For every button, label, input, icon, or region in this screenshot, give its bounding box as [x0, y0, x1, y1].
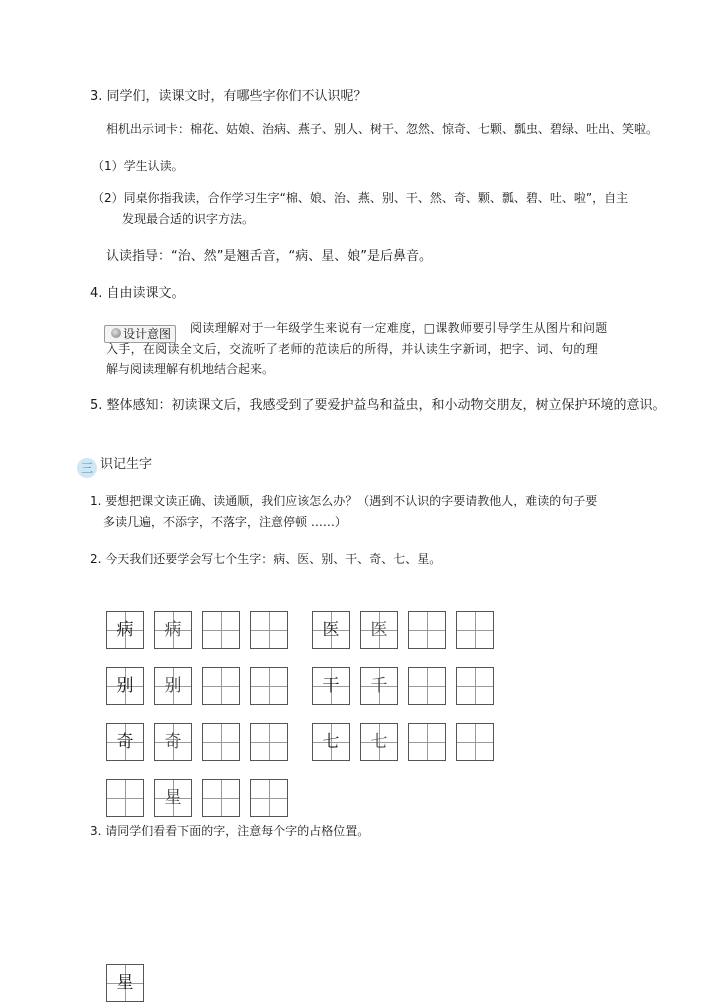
grid-character [457, 612, 493, 648]
grid-character: 星 [164, 788, 182, 808]
grid-character: 病 [116, 620, 134, 640]
bottom-character-grid [106, 964, 144, 1002]
grid-character: 医 [322, 620, 340, 640]
grid-character [251, 668, 287, 704]
grid-character: 病 [164, 620, 182, 640]
grid-character: 医 [370, 620, 388, 640]
grid-character: 奇 [164, 732, 182, 752]
section3-q2: 2. 今天我们还要学会写七个生字：病、医、别、干、奇、七、星。 [90, 552, 442, 566]
writing-grid-cell [202, 723, 240, 761]
section-title: 识记生字 [100, 457, 153, 472]
writing-grid-cell [250, 611, 288, 649]
item4-line1: 阅读理解对于一年级学生来说有一定难度，□课教师要引导学生从图片和问题 [190, 321, 608, 335]
grid-character [107, 780, 143, 816]
grid-character [409, 612, 445, 648]
item3-question: 3. 同学们，读课文时，有哪些字你们不认识呢？ [90, 89, 367, 104]
writing-grid-cell [312, 611, 350, 649]
grid-character [457, 724, 493, 760]
writing-grid-cell [106, 667, 144, 705]
writing-grid-cell [456, 723, 494, 761]
writing-grid-cell [408, 611, 446, 649]
writing-grid-cell [360, 611, 398, 649]
grid-character [203, 612, 239, 648]
item3-step2-line1: （2）同桌你指我读，合作学习生字“棉、娘、治、燕、别、干、然、奇、颗、瓢、碧、吐、啦”，自主 [92, 191, 629, 205]
grid-character [251, 612, 287, 648]
writing-grid-cell [250, 723, 288, 761]
writing-grid-cell [154, 611, 192, 649]
writing-grid-cell [360, 723, 398, 761]
grid-character [203, 780, 239, 816]
grid-character: 别 [116, 676, 134, 696]
item3-step1: （1）学生认读。 [92, 159, 184, 173]
grid-character [251, 724, 287, 760]
grid-character [457, 668, 493, 704]
item3-reading-guide: 认读指导：“治、然”是翘舌音，“病、星、娘”是后鼻音。 [106, 249, 432, 264]
section-number-badge: 三 [77, 458, 97, 478]
writing-grid-cell [154, 667, 192, 705]
writing-grid-cell [250, 667, 288, 705]
grid-character [203, 724, 239, 760]
grid-character [409, 668, 445, 704]
writing-grid-cell [202, 611, 240, 649]
writing-grid-cell [202, 667, 240, 705]
grid-character: 七 [370, 732, 388, 752]
grid-character: 干 [322, 676, 340, 696]
writing-grid-cell [106, 611, 144, 649]
grid-character [203, 668, 239, 704]
grid-character [251, 780, 287, 816]
item4-line2: 入手，在阅读全文后，交流听了老师的范读后的所得，并认读生字新词，把字、词、句的理 [106, 342, 599, 356]
writing-grid-cell [106, 779, 144, 817]
grid-character: 七 [322, 732, 340, 752]
section3-q1-line2: 多读几遍，不添字，不落字，注意停顿 ……） [103, 515, 347, 529]
item4-title: 4. 自由读课文。 [90, 286, 185, 301]
grid-character: 千 [370, 676, 388, 696]
writing-grid-cell [408, 667, 446, 705]
item5-overview: 5. 整体感知：初读课文后，我感受到了要爱护益鸟和益虫，和小动物交朋友，树立保护环境的意识。 [90, 398, 666, 413]
writing-grid-cell [154, 779, 192, 817]
writing-grid-cell [106, 723, 144, 761]
item3-word-cards: 相机出示词卡：棉花、姑娘、治病、燕子、别人、树干、忽然、惊奇、七颗、瓢虫、碧绿、吐出、笑啦。 [106, 122, 659, 136]
writing-grid-cell [312, 667, 350, 705]
writing-grid-cell [312, 723, 350, 761]
grid-character: 别 [164, 676, 182, 696]
writing-grid-cell [456, 611, 494, 649]
writing-grid-cell [202, 779, 240, 817]
grid-character: 奇 [116, 732, 134, 752]
writing-grid-cell [408, 723, 446, 761]
writing-grid-cell [250, 779, 288, 817]
item4-line3: 解与阅读理解有机地结合起来。 [106, 362, 275, 376]
writing-grid-cell [456, 667, 494, 705]
design-intent-tag: 设计意图 [104, 325, 176, 343]
grid-character: 星 [116, 973, 134, 993]
section3-q3: 3. 请同学们看看下面的字，注意每个字的占格位置。 [90, 824, 370, 838]
grid-character [409, 724, 445, 760]
writing-grid-cell [360, 667, 398, 705]
writing-grid-cell [154, 723, 192, 761]
section3-q1-line1: 1. 要想把课文读正确、读通顺，我们应该怎么办？（遇到不认识的字要请教他人，难读的句子要 [90, 494, 598, 508]
item3-step2-line2: 发现最合适的识字方法。 [122, 212, 255, 226]
design-intent-icon [111, 328, 121, 338]
